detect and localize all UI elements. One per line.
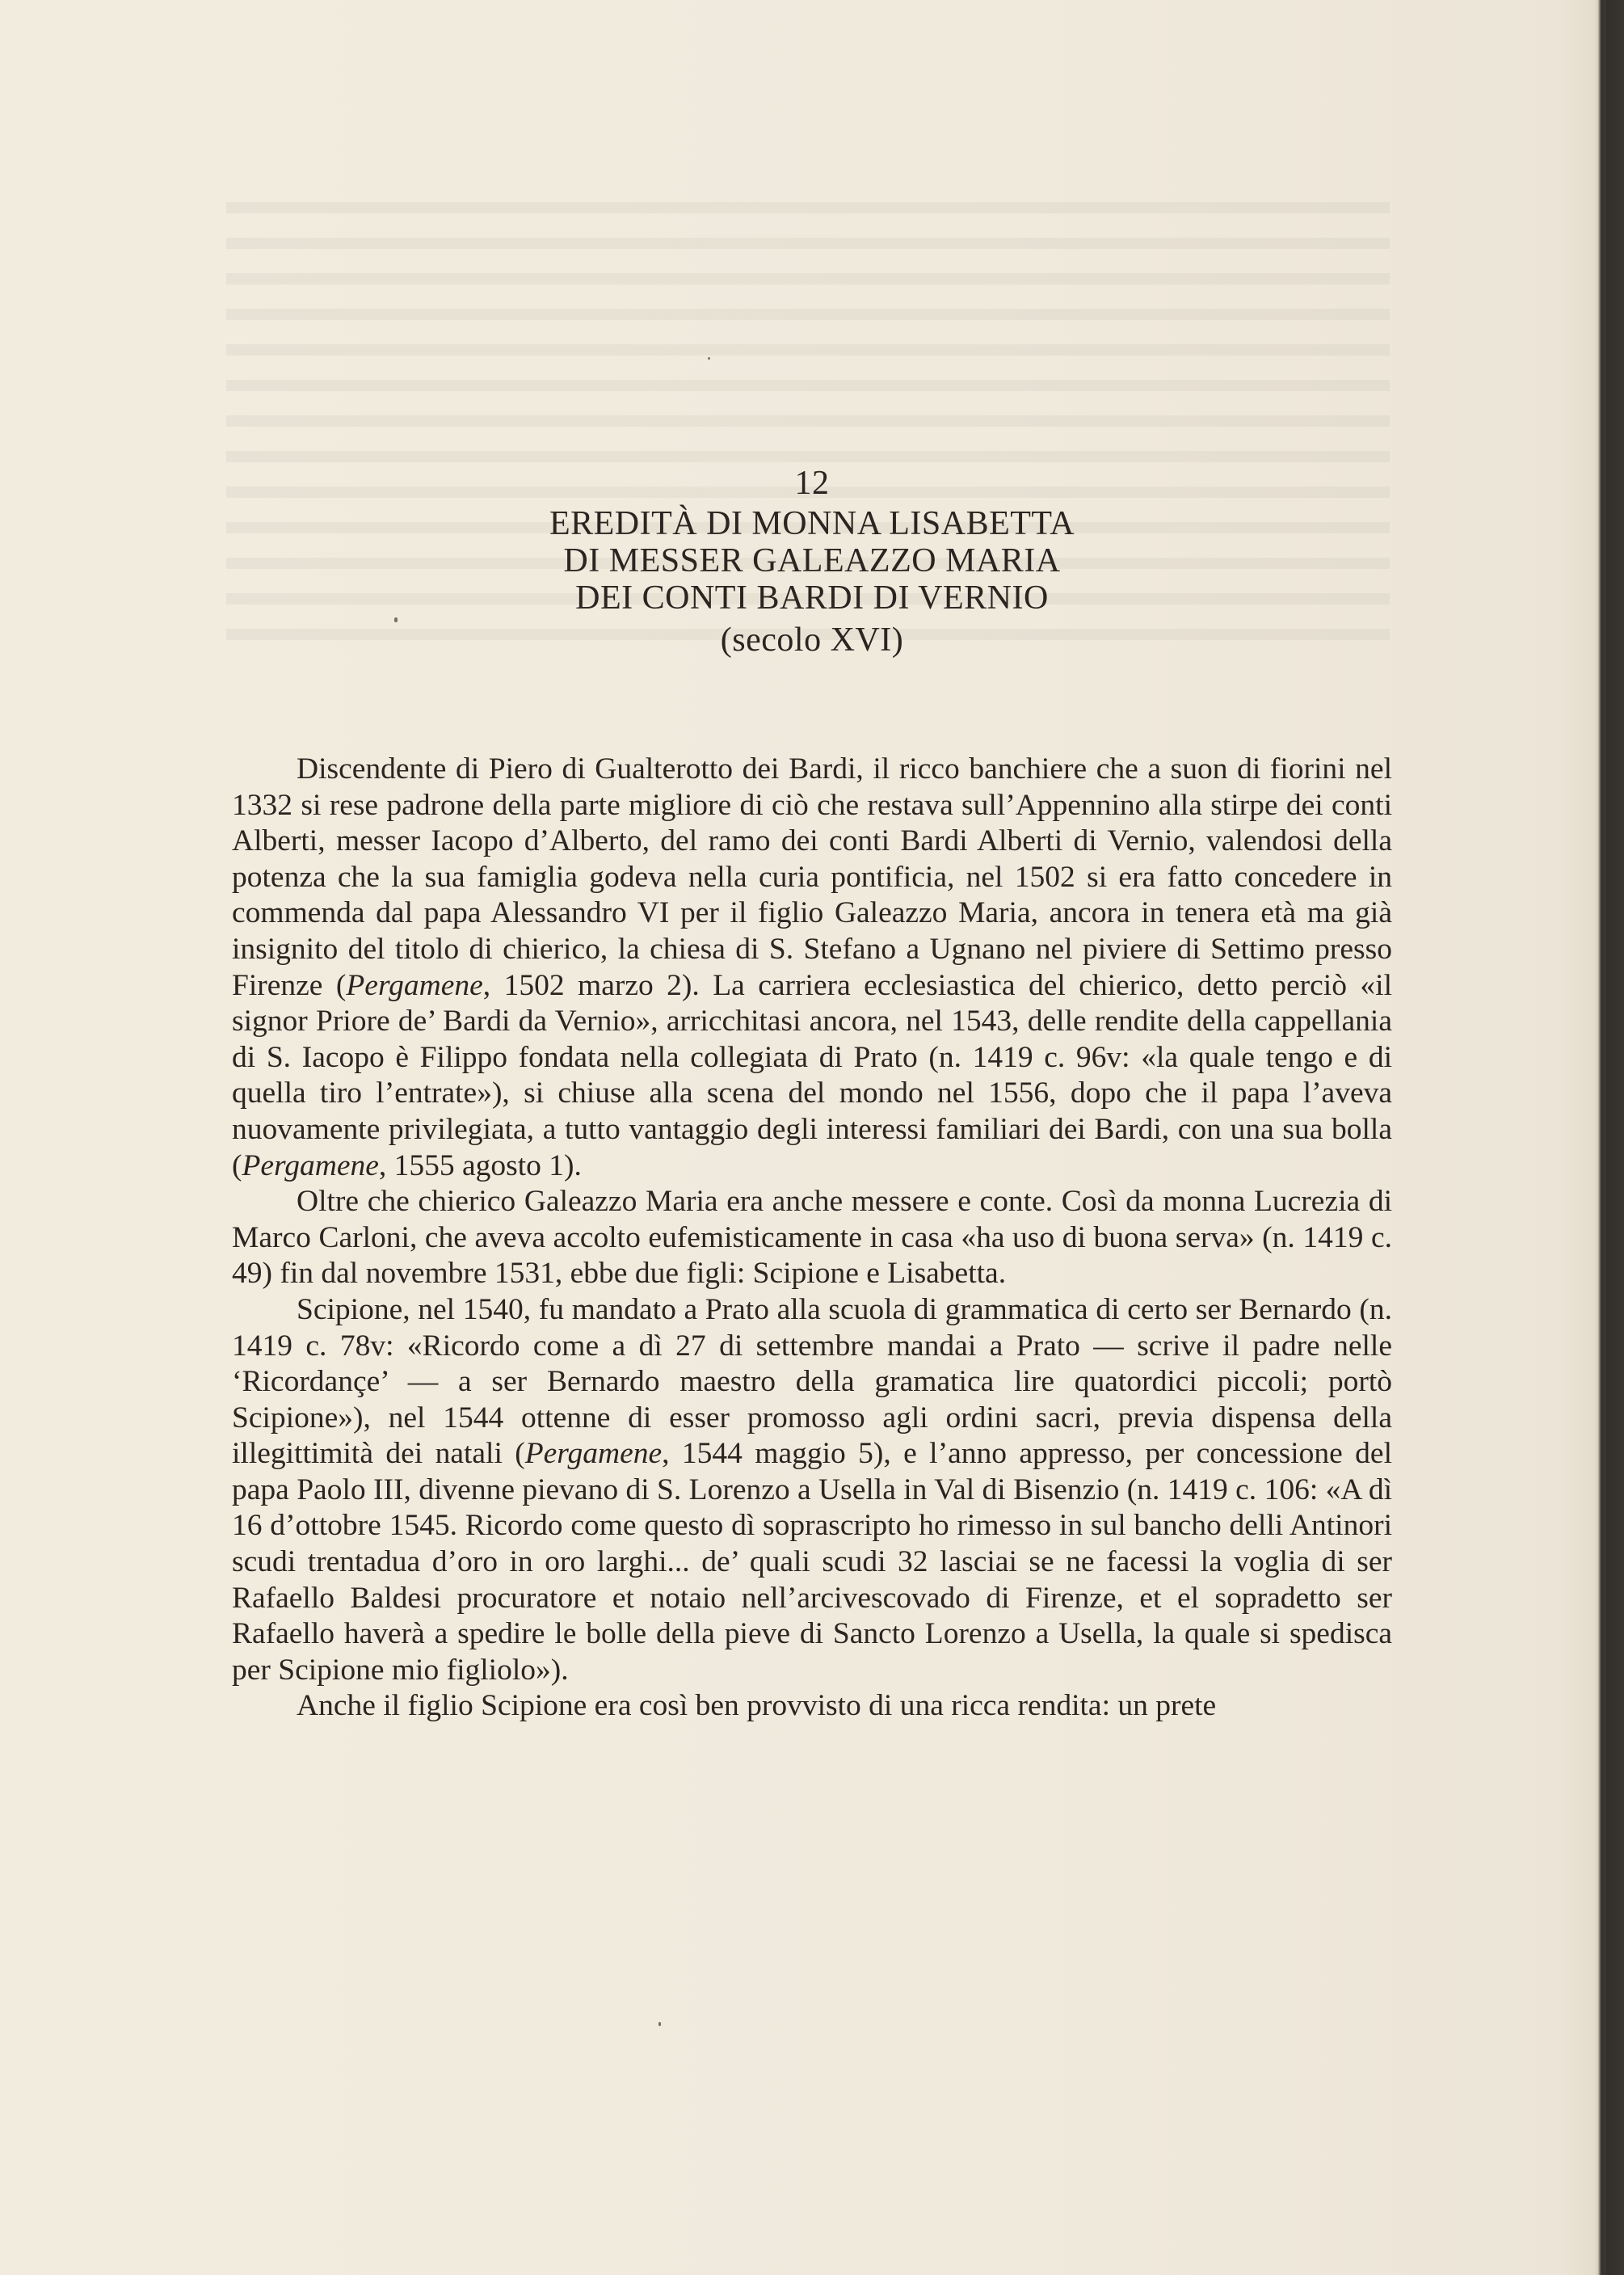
title-line: DI MESSER GALEAZZO MARIA [563, 542, 1061, 579]
text-run: Scipione, nel 1540, fu mandato a Prato alla scuola di grammatica di certo ser Bernardo (n. 1419 c. 78v: «Ricordo come a dì 27 di settembre mandai a Prato — scrive il padre nelle ‘Ricordançe’ — a ser Bernardo maestro della gramatica lire quatordici piccoli; portò Scipione»), nel 1544 ottenne di esser promosso agli ordini sacri, previa dispensa della illegittimità dei natali ( [232, 1292, 1392, 1471]
text-run: , 1544 maggio 5), e l’anno appresso, per concessione del papa Paolo III, divenne pievano di S. Lorenzo a Usella in Val di Bisenzio (n. 1419 c. 106: «A dì 16 d’ottobre 1545. Ricordo come questo dì soprascripto ho rimesso in sul bancho delli Antinori scudi trentadua d’oro in oro larghi... de’ quali scudi 32 lasciai se ne facessi la voglia di ser Rafaello Baldesi procuratore et notaio nell’arcivescovado di Firenze, et el sopradetto ser Rafaello haverà a spedire le bolle della pieve di Sancto Lorenzo a Usella, la quale si spedisca per Scipione mio figliolo»). [232, 1437, 1392, 1687]
century-subtitle: (secolo XVI) [720, 621, 904, 659]
italic-citation: Pergamene [242, 1148, 379, 1182]
paragraph [232, 752, 1392, 1184]
paragraph [232, 1688, 1392, 1725]
paper-speck [394, 617, 398, 622]
text-run: , 1502 marzo 2). La carriera ecclesiastica del chierico, detto perciò «il signor Priore de’ Bardi da Vernio», arricchitasi ancora, nel 1543, delle rendite della cappellania di S. Iacopo è Filippo fondata nella collegiata di Prato (n. 1419 c. 96v: «la quale tengo e di quella tiro l’entrate»), si chiuse alla scena del mondo nel 1556, dopo che il papa l’aveva nuovamente privilegiata, a tutto vantaggio degli interessi familiari dei Bardi, con una sua bolla ( [232, 968, 1392, 1182]
paper-speck [708, 357, 710, 360]
italic-citation: Pergamene [346, 968, 483, 1002]
document-number: 12 [794, 465, 830, 502]
text-run: , 1555 agosto 1). [378, 1148, 582, 1182]
text-run: Discendente di Piero di Gualterotto dei Bardi, il ricco banchiere che a suon di fiorini nel 1332 si rese padrone della parte migliore di ciò che restava sull’Appennino alla stirpe dei conti Alberti, messer Iacopo d’Alberto, del ramo dei conti Bardi Alberti di Vernio, valendosi della potenza che la sua famiglia godeva nella curia pontificia, nel 1502 si era fatto concedere in commenda dal papa Alessandro VI per il figlio Galeazzo Maria, ancora in tenera età ma già insignito del titolo di chierico, la chiesa di S. Stefano a Ugnano nel piviere di Settimo presso Firenze ( [232, 752, 1392, 1002]
title-line: DEI CONTI BARDI DI VERNIO [575, 579, 1049, 617]
book-binding-edge [1595, 0, 1606, 2275]
document-heading [404, 465, 1220, 659]
paragraph [232, 1184, 1392, 1292]
text-run: Oltre che chierico Galeazzo Maria era anche messere e conte. Così da monna Lucrezia di Marco Carloni, che aveva accolto eufemisticamente in casa «ha uso di buona serva» (n. 1419 c. 49) fin dal novembre 1531, ebbe due figli: Scipione e Lisabetta. [232, 1185, 1392, 1291]
body-text [232, 752, 1392, 1725]
paper-speck [658, 2022, 661, 2026]
italic-citation: Pergamene [524, 1437, 663, 1471]
text-run: Anche il figlio Scipione era così ben provvisto di una ricca rendita: un prete [297, 1689, 1217, 1723]
title-line: EREDITÀ DI MONNA LISABETTA [549, 505, 1075, 542]
paragraph [232, 1292, 1392, 1689]
